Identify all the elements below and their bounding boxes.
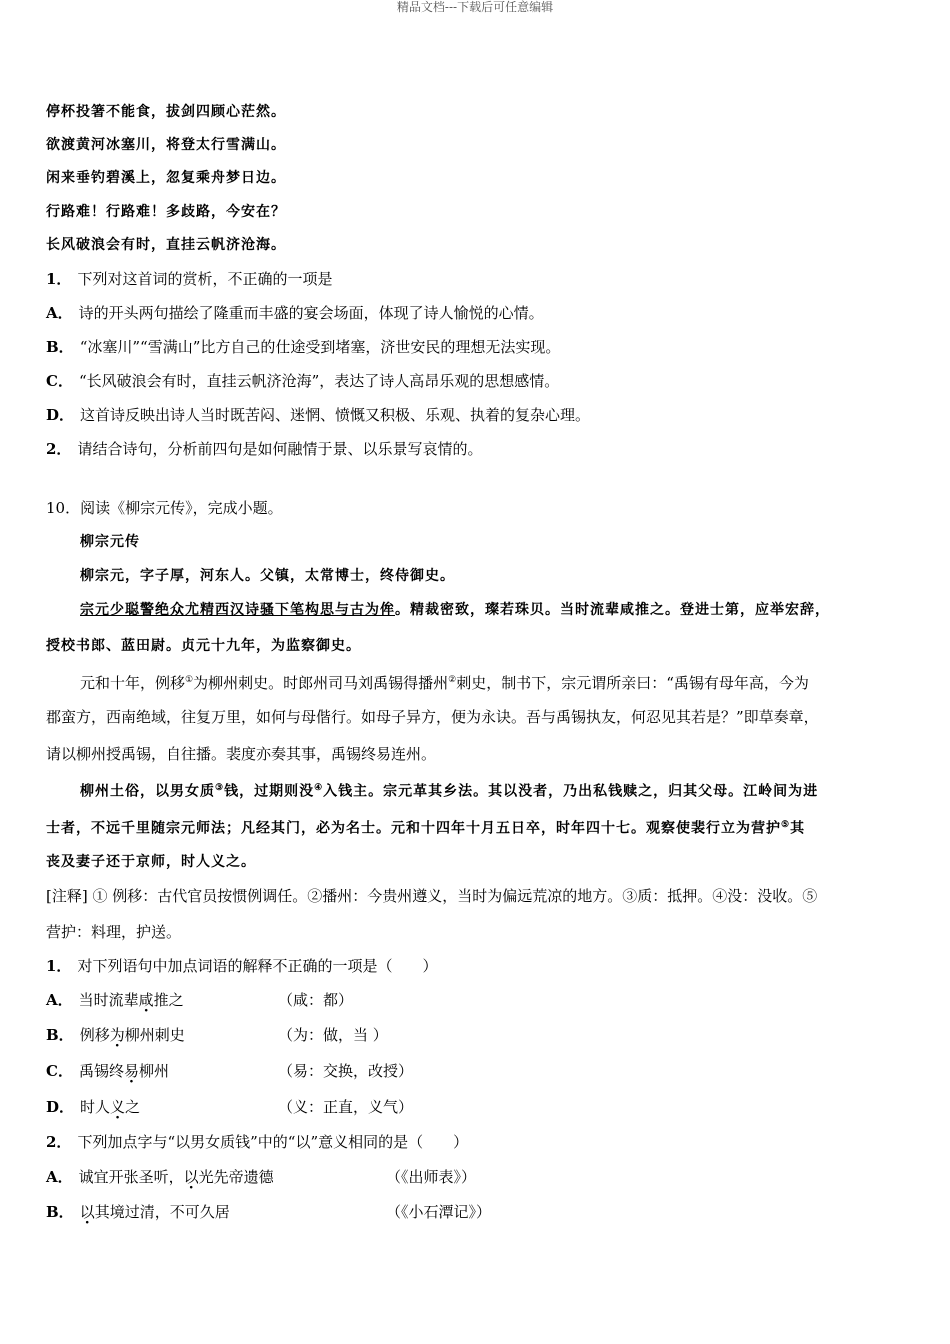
s1-option-c: C． 禹锡终易柳州 （易：交换，改授） — [46, 1062, 414, 1080]
passage-p2: 宗元少聪警绝众尤精西汉诗骚下笔构思与古为侔。精裁密致，璨若珠贝。当时流辈咸推之。登进士第，应举宏辞， — [80, 602, 830, 618]
poem-line: 行路难！行路难！多歧路，今安在？ — [46, 204, 286, 220]
question-2: 2． 请结合诗句，分析前四句是如何融情于景、以乐景写哀情的。 — [46, 440, 483, 458]
option-c: C． “长风破浪会有时，直挂云帆济沧海”，表达了诗人高昂乐观的思想感情。 — [46, 372, 560, 390]
option-a: A． 诗的开头两句描绘了隆重而丰盛的宴会场面，体现了诗人愉悦的心情。 — [46, 304, 544, 322]
q10-heading: 10．阅读《柳宗元传》，完成小题。 — [46, 499, 283, 517]
s1-option-a: A． 当时流辈咸推之 （咸：都） — [46, 991, 354, 1009]
dotted-char: 易 — [123, 1062, 139, 1080]
s1-option-b: B． 例移为柳州刺史 （为：做，当 ） — [46, 1026, 388, 1044]
option-d: D． 这首诗反映出诗人当时既苦闷、迷惘、愤慨又积极、乐观、执着的复杂心理。 — [46, 406, 591, 424]
underlined-sentence: 宗元少聪警绝众尤精西汉诗骚下笔构思与古为侔 — [80, 602, 395, 618]
page-header: 精品文档---下载后可任意编辑 — [396, 0, 554, 14]
dotted-char: 以 — [79, 1203, 95, 1221]
dotted-char: 为 — [109, 1026, 125, 1044]
passage-p1: 柳宗元，字子厚，河东人。父镇，太常博士，终侍御史。 — [80, 568, 455, 584]
s1-option-d: D． 时人义之 （义：正直，义气） — [46, 1098, 414, 1116]
question-1: 1． 下列对这首词的赏析，不正确的一项是 — [46, 270, 333, 288]
sub-question-2: 2． 下列加点字与“以男女质钱”中的“以”意义相同的是（ ） — [46, 1133, 469, 1151]
notes: [注释] ① 例移：古代官员按惯例调任。②播州：今贵州遵义，当时为偏远荒凉的地方。③质：抵押。④没：没收。⑤ — [46, 887, 818, 905]
passage-p4-line2: 士者，不远千里随宗元师法；凡经其门，必为名士。元和十四年十月五日卒，时年四十七。观察使裴行立为营护⑤其 — [46, 820, 806, 837]
option-b: B． “冰塞川”“雪满山”比方自己的仕途受到堵塞，济世安民的理想无法实现。 — [46, 338, 561, 356]
sub-question-1: 1． 对下列语句中加点词语的解释不正确的一项是（ ） — [46, 957, 438, 975]
dotted-char: 以 — [183, 1168, 199, 1186]
passage-p3-line2: 郡蛮方，西南绝域，往复万里，如何与母偕行。如母子异方，便为永诀。吾与禹锡执友，何忍见其若是？”即草奏章， — [46, 708, 819, 726]
poem-line: 长风破浪会有时，直挂云帆济沧海。 — [46, 237, 286, 253]
dotted-char: 咸 — [138, 991, 154, 1009]
dotted-char: 义 — [110, 1098, 126, 1116]
passage-p3-line3: 请以柳州授禹锡，自往播。裴度亦奏其事，禹锡终易连州。 — [46, 745, 437, 763]
passage-title: 柳宗元传 — [80, 534, 140, 550]
poem-line: 闲来垂钓碧溪上，忽复乘舟梦日边。 — [46, 170, 286, 186]
poem-line: 欲渡黄河冰塞川，将登太行雪满山。 — [46, 137, 286, 153]
s2-option-b: B． 以其境过清，不可久居 （《小石潭记》） — [46, 1203, 492, 1221]
passage-p2-line2: 授校书郎、蓝田尉。贞元十九年，为监察御史。 — [46, 638, 361, 654]
notes-line2: 营护：料理，护送。 — [46, 923, 182, 941]
passage-p4: 柳州土俗，以男女质③钱，过期则没④入钱主。宗元革其乡法。其以没者，乃出私钱赎之，归其父母。江岭间为进 — [80, 783, 819, 800]
poem-line: 停杯投箸不能食，拔剑四顾心茫然。 — [46, 104, 286, 120]
s2-option-a: A． 诚宜开张圣听，以光先帝遗德 （《出师表》） — [46, 1168, 477, 1186]
passage-p4-line3: 丧及妻子还于京师，时人义之。 — [46, 854, 256, 870]
passage-p3: 元和十年，例移①为柳州刺史。时郎州司马刘禹锡得播州②刺史，制书下，宗元谓所亲曰：“禹锡有母年高，今为 — [80, 674, 809, 692]
